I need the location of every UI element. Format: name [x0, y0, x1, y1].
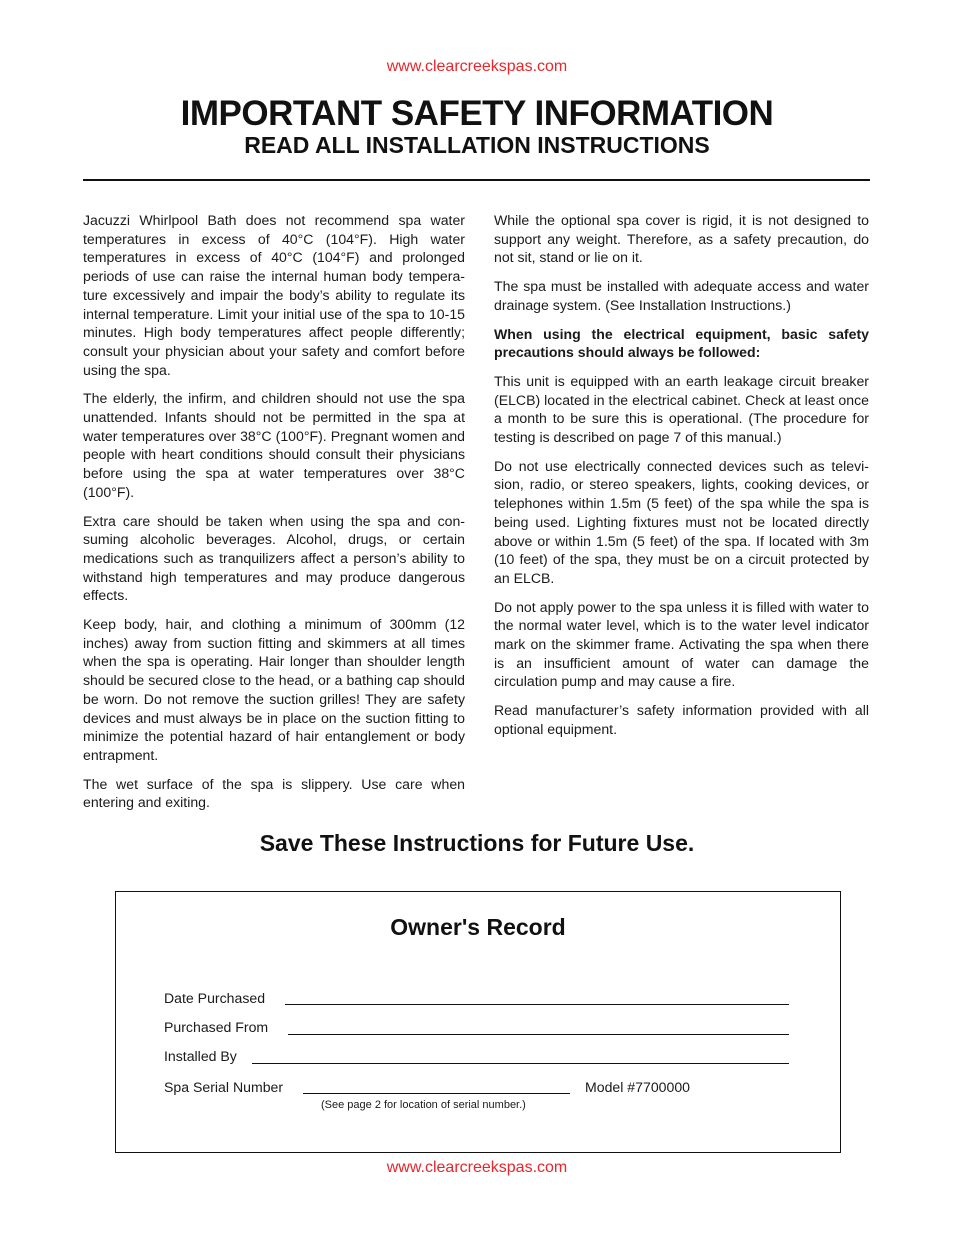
- footer-url[interactable]: www.clearcreekspas.com: [386, 1159, 568, 1176]
- date-purchased-label: Date Purchased: [164, 990, 266, 1006]
- purchased-from-field[interactable]: [288, 1034, 789, 1035]
- paragraph-access-drainage: The spa must be installed with adequate access and water drainage system. (See Installation Instructions.): [494, 278, 869, 313]
- installed-by-label: Installed By: [164, 1048, 237, 1064]
- paragraph-manufacturer-info: Read manufacturer’s safety information provided with all optional equipment.: [494, 702, 869, 737]
- spa-serial-number-field[interactable]: [303, 1093, 570, 1094]
- paragraph-suction-fitting: Keep body, hair, and clothing a minimum of 300mm (12 inches) away from suction fitting and skimmers at all times when the spa is operating. Hair longer than shoulder length should be secured close to the head, or a bathing cap should be worn. Do not remove the suction grilles! They are safety devices and must always be in place on the suction fitting to minimize the potential hazard of hair entanglement or body entrapment.: [83, 616, 465, 763]
- installed-by-field[interactable]: [252, 1063, 789, 1064]
- paragraph-elcb: This unit is equipped with an earth leakage circuit breaker (ELCB) located in the electrical cabinet. Check at least once a month to be sure this is operational. (The procedure for testing is described on page 7 of this manual.): [494, 372, 869, 446]
- spa-serial-number-label: Spa Serial Number: [164, 1079, 284, 1095]
- page-subtitle: READ ALL INSTALLATION INSTRUCTIONS: [244, 132, 710, 158]
- paragraph-alcohol-drugs: Extra care should be taken when using the spa and consuming alcoholic beverages. Alcohol, drugs, or certain medications such as tranquilizers affect a person’s ability to withstand high temperatures and may produce dangerous effects.: [83, 512, 465, 604]
- save-instructions-heading: Save These Instructions for Future Use.: [259, 830, 695, 856]
- paragraph-water-temperature: Jacuzzi Whirlpool Bath does not recommend spa water temperatures in excess of 40°C (104°F). High water temperatures in excess of 40°C (104°F) and prolonged periods of use can raise the internal human body temperature excessively and impair the body’s ability to regulate its internal temperature. Limit your initial use of the spa to 10-15 minutes. High body temperatures affect people differently; consult your physician about your safety and comfort before using the spa.: [83, 212, 465, 378]
- right-column: [494, 211, 869, 749]
- owners-record-title: Owner's Record: [390, 914, 566, 940]
- paragraph-slippery-surface: The wet surface of the spa is slippery. Use care when entering and exiting.: [83, 775, 465, 811]
- header-url[interactable]: www.clearcreekspas.com: [386, 58, 568, 75]
- paragraph-electrical-heading: When using the electrical equipment, basic safety precautions should always be followed:: [494, 325, 869, 361]
- purchased-from-label: Purchased From: [164, 1019, 269, 1035]
- paragraph-spa-cover: While the optional spa cover is rigid, it is not designed to support any weight. Therefore, as a safety precaution, do not sit, stand or lie on it.: [494, 212, 869, 266]
- left-column: [83, 211, 465, 822]
- model-number-label: Model #7700000: [585, 1079, 691, 1095]
- paragraph-elderly-infirm: The elderly, the infirm, and children should not use the spa unattended. Infants should not be permitted in the spa at water temperatures over 38°C (100°F). Pregnant women and people with heart conditions should consult their physicians before using the spa at water temperatures over 38°C (100°F).: [83, 390, 465, 500]
- paragraph-electrical-devices: Do not use electrically connected devices such as television, radio, or stereo speakers, lights, cooking devices, or telephones within 1.5m (5 feet) of the spa while the spa is being used. Lighting fixtures must not be located directly above or within 1.5m (5 feet) of the spa. If located with 3m (10 feet) of the spa, they must be on a circuit protected by an ELCB.: [494, 457, 869, 586]
- paragraph-water-level: Do not apply power to the spa unless it is filled with water to the normal water level, which is to the water level indicator mark on the skimmer frame. Activating the spa when there is an insufficient amount of water can damage the circulation pump and may cause a fire.: [494, 598, 869, 690]
- page-title: IMPORTANT SAFETY INFORMATION: [180, 94, 774, 133]
- owners-record-box: [115, 891, 841, 1153]
- serial-number-note: (See page 2 for location of serial number.): [321, 1099, 526, 1111]
- header-divider: [83, 179, 870, 181]
- date-purchased-field[interactable]: [285, 1004, 789, 1005]
